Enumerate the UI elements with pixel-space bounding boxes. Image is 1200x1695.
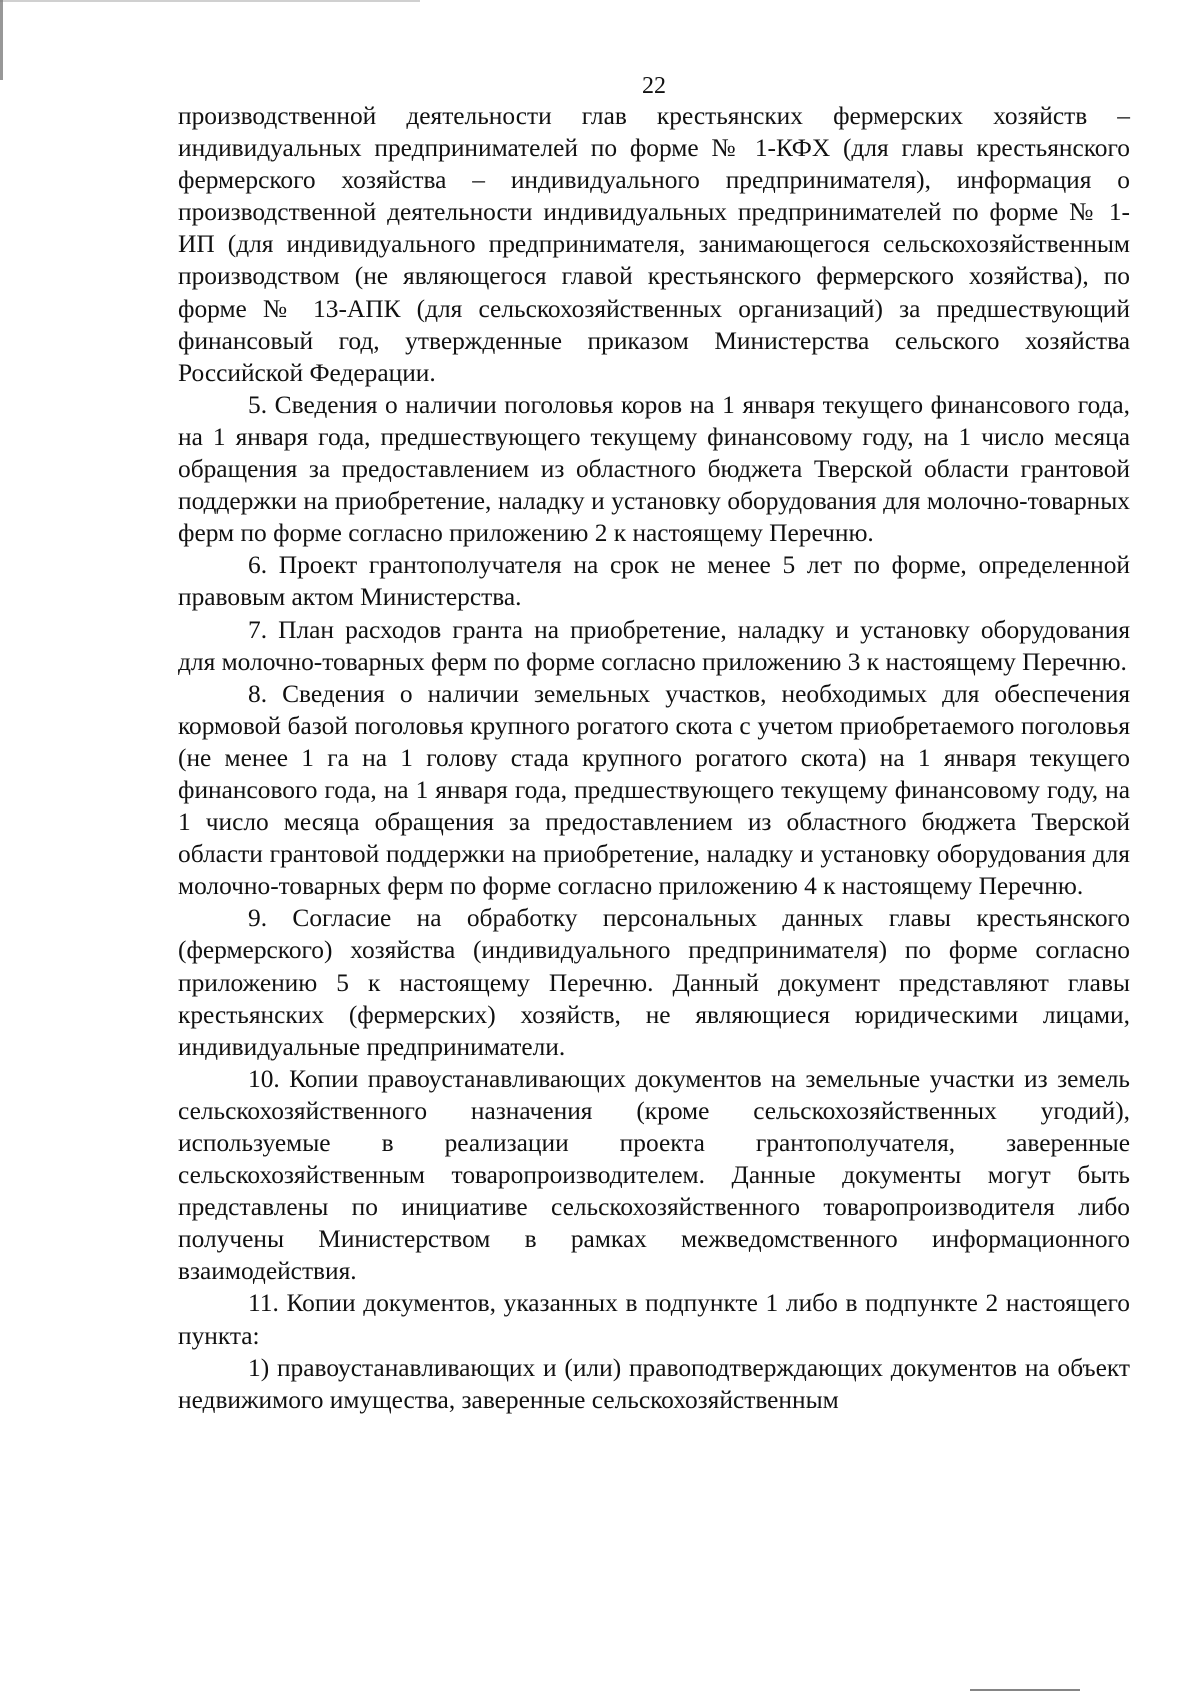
scan-edge-top — [0, 0, 420, 2]
scan-edge-bottom — [970, 1689, 1080, 1691]
document-page — [178, 70, 1130, 1416]
paragraph-continuation: производственной деятельности глав крестьянских фермерских хозяйств – индивидуальных предпринимателей по форме № 1-КФХ (для главы крестьянского фермерского хозяйства – индивидуального предпринимателя), информация о производственной деятельности индивидуальных предпринимателей по форме № 1-ИП (для индивидуального предпринимателя, занимающегося сельскохозяйственным производством (не являющегося главой крестьянского фермерского хозяйства), по форме № 13-АПК (для сельскохозяйственных организаций) за предшествующий финансовый год, утвержденные приказом Министерства сельского хозяйства Российской Федерации. — [178, 102, 1130, 387]
paragraph-item-7: 7. План расходов гранта на приобретение, наладку и установку оборудования для молочно-товарных ферм по форме согласно приложению 3 к настоящему Перечню. — [178, 615, 1130, 676]
paragraph-item-10: 10. Копии правоустанавливающих документов на земельные участки из земель сельскохозяйственного назначения (кроме сельскохозяйственных угодий), используемые в реализации проекта грантополучателя, заверенные сельскохозяйственным товаропроизводителем. Данные документы могут быть представлены по инициативе сельскохозяйственного товаропроизводителя либо получены Министерством в рамках межведомственного информационного взаимодействия. — [178, 1064, 1130, 1286]
paragraph-item-5: 5. Сведения о наличии поголовья коров на 1 января текущего финансового года, на 1 января года, предшествующего текущему финансовому году, на 1 число месяца обращения за предоставлением из областного бюджета Тверской области грантовой поддержки на приобретение, наладку и установку оборудования для молочно-товарных ферм по форме согласно приложению 2 к настоящему Перечню. — [178, 390, 1130, 548]
page-number: 22 — [642, 73, 666, 99]
paragraph-item-9: 9. Согласие на обработку персональных данных главы крестьянского (фермерского) хозяйства (индивидуального предпринимателя) по форме согласно приложению 5 к настоящему Перечню. Данный документ представляют главы крестьянских (фермерских) хозяйств, не являющиеся юридическими лицами, индивидуальные предприниматели. — [178, 904, 1130, 1061]
paragraph-item-6: 6. Проект грантополучателя на срок не менее 5 лет по форме, определенной правовым актом Министерства. — [178, 551, 1130, 612]
paragraph-item-11: 11. Копии документов, указанных в подпункте 1 либо в подпункте 2 настоящего пункта: — [178, 1289, 1130, 1350]
paragraph-subitem-1: 1) правоустанавливающих и (или) правоподтверждающих документов на объект недвижимого имущества, заверенные сельскохозяйственным — [178, 1353, 1130, 1414]
paragraph-item-8: 8. Сведения о наличии земельных участков, необходимых для обеспечения кормовой базой поголовья крупного рогатого скота с учетом приобретаемого поголовья (не менее 1 га на 1 голову стада крупного рогатого скота) на 1 января текущего финансового года, на 1 января года, предшествующего текущему финансовому году, на 1 число месяца обращения за предоставлением из областного бюджета Тверской области грантовой поддержки на приобретение, наладку и установку оборудования для молочно-товарных ферм по форме согласно приложению 4 к настоящему Перечню. — [178, 679, 1130, 901]
scan-edge-left — [0, 0, 3, 80]
